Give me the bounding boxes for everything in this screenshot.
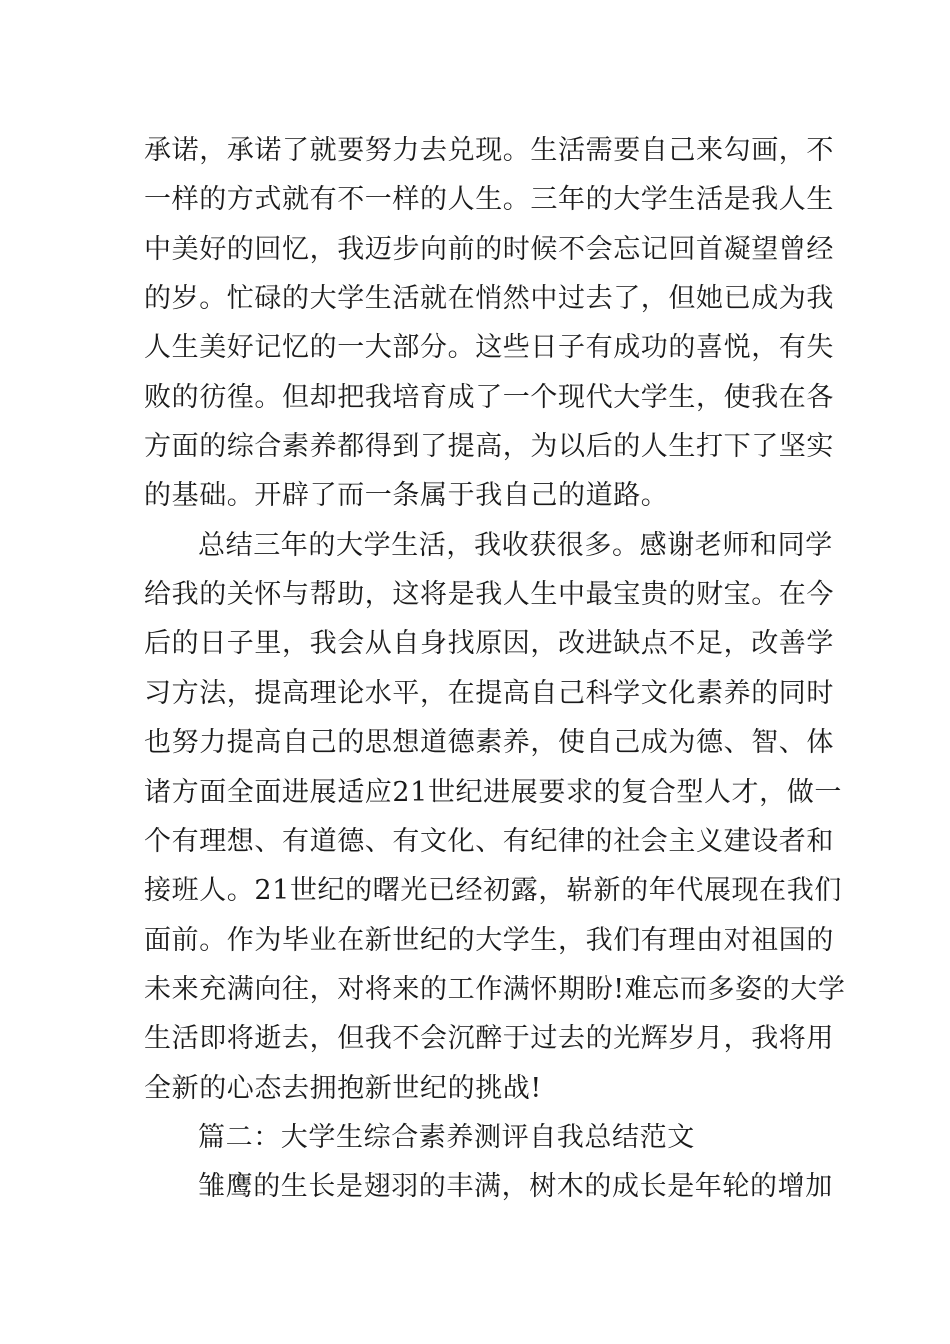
text-line: 败的彷徨。但却把我培育成了一个现代大学生，使我在各 xyxy=(144,382,834,413)
text-line: 的基础。开辟了而一条属于我自己的道路。 xyxy=(144,480,669,511)
text-line: 的岁。忙碌的大学生活就在悄然中过去了，但她已成为我 xyxy=(144,283,834,314)
text-line: 习方法，提高理论水平，在提高自己科学文化素养的同时 xyxy=(144,678,834,709)
text-line: 未来充满向往，对将来的工作满怀期盼!难忘而多姿的大学 xyxy=(144,974,846,1005)
text-line: 后的日子里，我会从自身找原因，改进缺点不足，改善学 xyxy=(144,628,834,659)
text-line: 给我的关怀与帮助，这将是我人生中最宝贵的财宝。在今 xyxy=(144,579,834,610)
text-line: 方面的综合素养都得到了提高，为以后的人生打下了坚实 xyxy=(144,431,834,462)
text-line: 中美好的回忆，我迈步向前的时候不会忘记回首凝望曾经 xyxy=(144,234,834,265)
text-line: 面前。作为毕业在新世纪的大学生，我们有理由对祖国的 xyxy=(144,925,834,956)
text-line: 也努力提高自己的思想道德素养，使自己成为德、智、体 xyxy=(144,727,834,758)
text-line: 生活即将逝去，但我不会沉醉于过去的光辉岁月，我将用 xyxy=(144,1023,834,1054)
text-line: 全新的心态去拥抱新世纪的挑战! xyxy=(144,1073,542,1104)
text-line: 人生美好记忆的一大部分。这些日子有成功的喜悦，有失 xyxy=(144,332,834,363)
text-line: 接班人。21世纪的曙光已经初露，崭新的年代展现在我们 xyxy=(144,875,842,906)
paragraph-first-line: 雏鹰的生长是翅羽的丰满，树木的成长是年轮的增加 xyxy=(198,1171,833,1202)
text-line: 承诺，承诺了就要努力去兑现。生活需要自己来勾画，不 xyxy=(144,135,834,166)
section-heading: 篇二：大学生综合素养测评自我总结范文 xyxy=(198,1122,695,1153)
text-line: 诸方面全面进展适应21世纪进展要求的复合型人才，做一 xyxy=(144,777,842,808)
text-line: 一样的方式就有不一样的人生。三年的大学生活是我人生 xyxy=(144,184,834,215)
paragraph-first-line: 总结三年的大学生活，我收获很多。感谢老师和同学 xyxy=(198,530,833,561)
text-line: 个有理想、有道德、有文化、有纪律的社会主义建设者和 xyxy=(144,826,834,857)
